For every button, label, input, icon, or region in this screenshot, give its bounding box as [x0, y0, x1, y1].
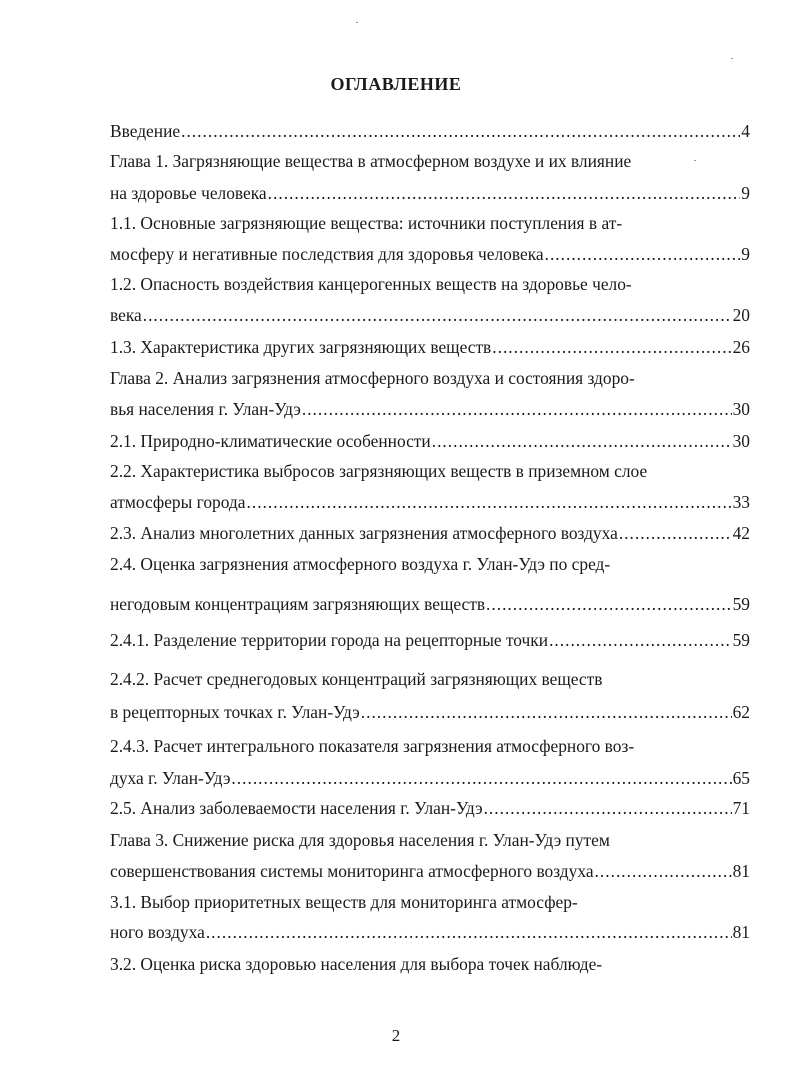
toc-entry-page: 30: [732, 431, 750, 451]
toc-entry-page: 33: [732, 492, 750, 512]
toc-entry-text: мосферу и негативные последствия для здоровья человека: [110, 244, 544, 264]
toc-entry-text: 1.2. Опасность воздействия канцерогенных веществ на здоровье чело-: [110, 274, 632, 294]
toc-entry-page: 9: [741, 244, 750, 264]
dot-leader: [486, 593, 732, 615]
toc-entry-text: 2.4.1. Разделение территории города на рецепторные точки: [110, 630, 549, 650]
dot-leader: [231, 767, 731, 789]
dot-leader: [206, 921, 732, 943]
toc-entry: [110, 891, 750, 913]
toc-entry-text: ного воздуха: [110, 922, 205, 942]
toc-entry-page: 81: [732, 861, 750, 881]
toc-entry-page: 71: [732, 798, 750, 818]
dot-leader: [268, 182, 741, 204]
toc-entry: [110, 735, 750, 757]
toc-entry-text: Глава 1. Загрязняющие вещества в атмосферном воздухе и их влияние: [110, 151, 632, 171]
toc-entry: [110, 182, 750, 204]
toc-entry: [110, 701, 750, 723]
scan-speck: [731, 58, 733, 59]
dot-leader: [545, 243, 741, 265]
toc-entry-page: 59: [732, 594, 750, 614]
toc-entry: [110, 491, 750, 513]
toc-entry-text: Глава 2. Анализ загрязнения атмосферного воздуха и состояния здоро-: [110, 368, 635, 388]
toc-entry-page: 62: [732, 702, 750, 722]
toc-entry: [110, 430, 750, 452]
toc-entry-text: 3.2. Оценка риска здоровью населения для выбора точек наблюде-: [110, 954, 603, 974]
toc-entry-text: века: [110, 305, 142, 325]
toc-entry-text: совершенствования системы мониторинга атмосферного воздуха: [110, 861, 594, 881]
dot-leader: [492, 336, 731, 358]
toc-entry-text: 2.3. Анализ многолетних данных загрязнения атмосферного воздуха: [110, 523, 618, 543]
toc-entry-text: 2.4.2. Расчет среднегодовых концентраций загрязняющих веществ: [110, 669, 603, 689]
toc-entry-page: 20: [732, 305, 750, 325]
toc-entry: [110, 668, 750, 690]
toc-entry: [110, 522, 750, 544]
toc-entry: [110, 921, 750, 943]
toc-entry-text: 2.4.3. Расчет интегрального показателя загрязнения атмосферного воз-: [110, 736, 635, 756]
toc-entry-text: 1.3. Характеристика других загрязняющих веществ: [110, 337, 492, 357]
dot-leader: [484, 797, 732, 819]
toc-entry: [110, 460, 750, 482]
toc-entry-text: духа г. Улан-Удэ: [110, 768, 231, 788]
toc-entry-text: 1.1. Основные загрязняющие вещества: источники поступления в ат-: [110, 213, 623, 233]
toc-entry: [110, 629, 750, 651]
dot-leader: [432, 430, 732, 452]
toc-entry: [110, 273, 750, 295]
dot-leader: [595, 860, 732, 882]
toc-entry-text: 2.4. Оценка загрязнения атмосферного воздуха г. Улан-Удэ по сред-: [110, 554, 611, 574]
toc-entry-text: 2.2. Характеристика выбросов загрязняющих веществ в приземном слое: [110, 461, 648, 481]
toc-entry: [110, 304, 750, 326]
toc-entry-page: 30: [732, 399, 750, 419]
toc-entry-text: на здоровье человека: [110, 183, 267, 203]
page-title: ОГЛАВЛЕНИЕ: [330, 74, 462, 94]
toc-entry: [110, 243, 750, 265]
toc-entry-text: в рецепторных точках г. Улан-Удэ: [110, 702, 360, 722]
toc-entry: [110, 150, 750, 172]
toc-entry-text: 3.1. Выбор приоритетных веществ для мониторинга атмосфер-: [110, 892, 578, 912]
toc-entry-text: Введение: [110, 121, 181, 141]
toc-entry: [110, 797, 750, 819]
toc-entry-text: атмосферы города: [110, 492, 246, 512]
toc-entry: [110, 767, 750, 789]
toc-entry: [110, 953, 750, 975]
toc-entry-text: 2.1. Природно-климатические особенности: [110, 431, 431, 451]
toc-entry-text: Глава 3. Снижение риска для здоровья населения г. Улан-Удэ путем: [110, 830, 610, 850]
dot-leader: [549, 629, 732, 651]
page-number: 2: [391, 1026, 401, 1045]
toc-entry: [110, 212, 750, 234]
toc-entry-page: 42: [732, 523, 750, 543]
toc-entry: [110, 398, 750, 420]
toc-entry: [110, 860, 750, 882]
dot-leader: [181, 120, 740, 142]
toc-entry: [110, 829, 750, 851]
toc-entry-text: 2.5. Анализ заболеваемости населения г. Улан-Удэ: [110, 798, 483, 818]
scan-speck: [694, 160, 696, 161]
toc-entry-page: 9: [741, 183, 750, 203]
toc-entry-text: негодовым концентрациям загрязняющих веществ: [110, 594, 486, 614]
toc-entry: [110, 593, 750, 615]
scan-speck: [356, 22, 358, 23]
toc-entry-page: 81: [732, 922, 750, 942]
dot-leader: [619, 522, 732, 544]
dot-leader: [247, 491, 732, 513]
toc-entry: [110, 336, 750, 358]
dot-leader: [361, 701, 732, 723]
dot-leader: [143, 304, 732, 326]
toc-entry: [110, 367, 750, 389]
toc-entry: [110, 553, 750, 575]
toc-entry-page: 26: [732, 337, 750, 357]
toc-entry-page: 65: [732, 768, 750, 788]
toc-entry-page: 59: [732, 630, 750, 650]
toc-entry-text: вья населения г. Улан-Удэ: [110, 399, 301, 419]
toc-entry-page: 4: [741, 121, 750, 141]
toc-entry: [110, 120, 750, 142]
dot-leader: [302, 398, 732, 420]
